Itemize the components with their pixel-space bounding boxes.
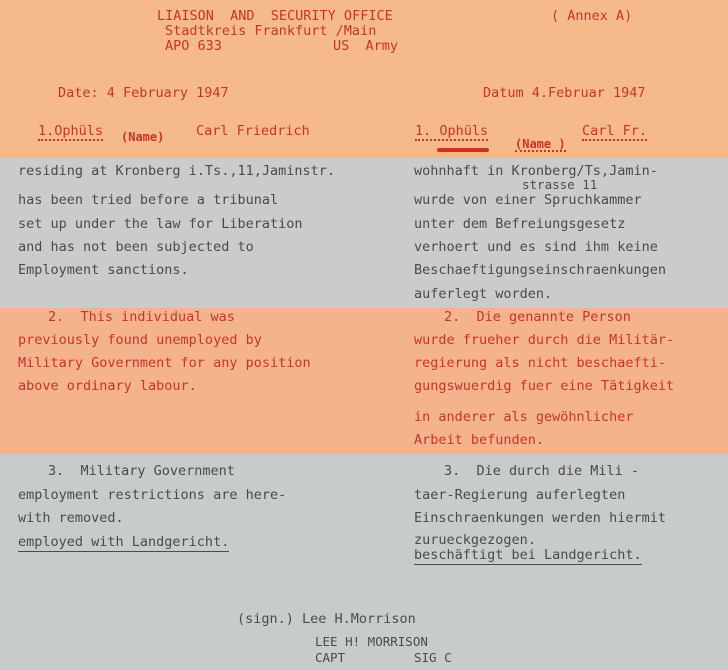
typed-name: LEE H! MORRISON — [315, 634, 428, 649]
paragraph1-band — [0, 158, 728, 308]
para1-en-line3: set up under the law for Liberation — [18, 216, 303, 232]
para2-de-line2: wurde frueher durch die Militär- — [414, 332, 675, 348]
annex-label: ( Annex A) — [551, 8, 633, 24]
para1-de-line5: verhoert und es sind ihm keine — [414, 239, 658, 255]
para2-de-line1: 2. Die genannte Person — [444, 309, 631, 325]
name-label-en: (Name) — [121, 130, 165, 144]
office-title: LIAISON AND SECURITY OFFICE — [157, 8, 393, 24]
para1-en-line5: Employment sanctions. — [18, 262, 189, 278]
para2-de-line4: gungswuerdig fuer eine Tätigkeit — [414, 378, 675, 394]
name-number-en: 1.Ophüls — [38, 123, 104, 139]
date-german: Datum 4.Februar 1947 — [483, 85, 646, 101]
given-name-de: Carl Fr. — [582, 123, 648, 139]
red-underline-mark — [437, 148, 489, 152]
office-apo: APO 633 — [165, 38, 222, 54]
rank: CAPT — [315, 650, 346, 665]
office-army: US Army — [333, 38, 399, 54]
para2-de-line3: regierung als nicht beschaefti- — [414, 355, 666, 371]
branch: SIG C — [414, 650, 452, 665]
signed-line: (sign.) Lee H.Morrison — [237, 611, 416, 627]
office-location: Stadtkreis Frankfurt /Main — [165, 23, 377, 39]
para3-de-line2: taer-Regierung auferlegten — [414, 487, 626, 503]
para3-en-line2: employment restrictions are here- — [18, 487, 287, 503]
para1-de-line1: wohnhaft in Kronberg/Ts,Jamin- — [414, 163, 658, 179]
para1-de-line6: Beschaeftigungseinschraenkungen — [414, 262, 666, 278]
para1-de-line3: wurde von einer Spruchkammer — [414, 192, 642, 208]
para3-de-line4: zurueckgezogen. — [414, 532, 536, 548]
para2-en-line1: 2. This individual was — [48, 309, 235, 325]
para3-de-line5: beschäftigt bei Landgericht. — [414, 547, 642, 563]
para1-de-line2: strasse 11 — [522, 177, 598, 192]
para1-en-line1: residing at Kronberg i.Ts.,11,Jaminstr. — [18, 163, 335, 179]
para1-de-line7: auferlegt worden. — [414, 286, 553, 302]
para3-de-line1: 3. Die durch die Mili - — [444, 463, 640, 479]
para2-en-line4: above ordinary labour. — [18, 378, 197, 394]
para2-en-line2: previously found unemployed by — [18, 332, 262, 348]
para1-en-line4: and has not been subjected to — [18, 239, 254, 255]
para2-de-line6: Arbeit befunden. — [414, 432, 545, 448]
para3-en-line3: with removed. — [18, 510, 124, 526]
name-number-de: 1. Ophüls — [415, 123, 489, 139]
para2-en-line3: Military Government for any position — [18, 355, 311, 371]
given-name-en: Carl Friedrich — [196, 123, 310, 139]
para2-de-line5: in anderer als gewöhnlicher — [414, 409, 634, 425]
name-label-de: (Name ) — [515, 137, 566, 151]
para1-en-line2: has been tried before a tribunal — [18, 192, 279, 208]
para1-de-line4: unter dem Befreiungsgesetz — [414, 216, 626, 232]
para3-en-line1: 3. Military Government — [48, 463, 235, 479]
date-english: Date: 4 February 1947 — [58, 85, 229, 101]
para3-en-line4: employed with Landgericht. — [18, 534, 230, 550]
para3-de-line3: Einschraenkungen werden hiermit — [414, 510, 666, 526]
